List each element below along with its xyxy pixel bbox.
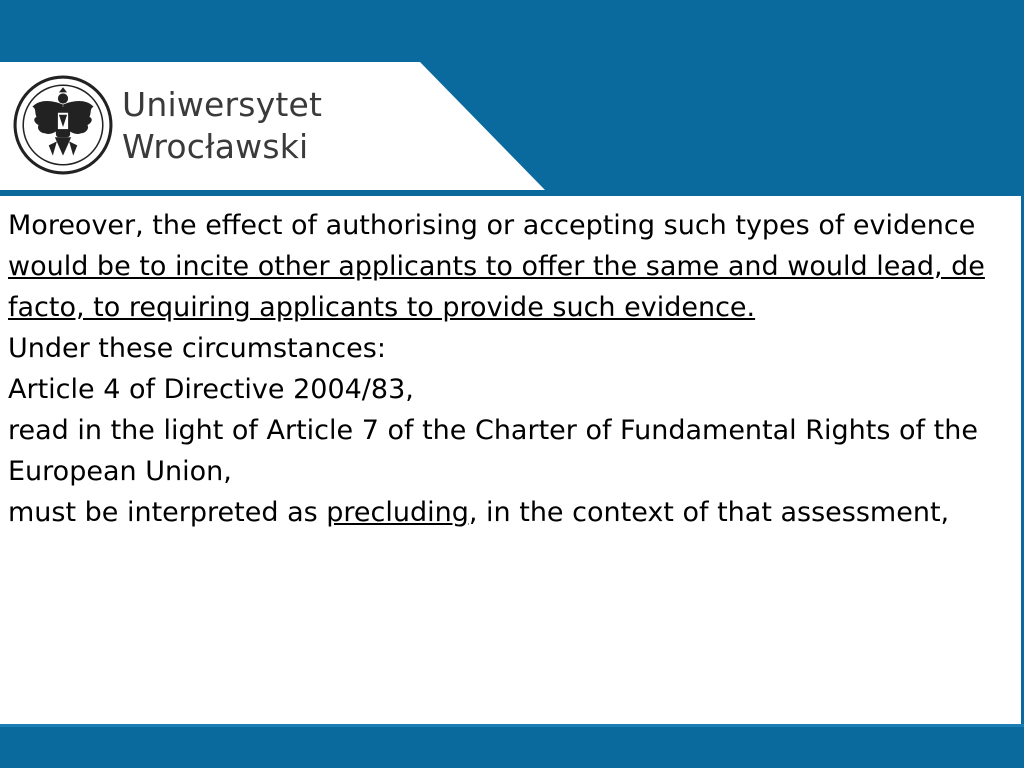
top-band (0, 0, 1024, 62)
bottom-band (0, 724, 1024, 768)
body-paragraph-2-underlined: would be to incite other applicants to offer the same and would lead, de facto, to requiring applicants to provide such evidence. (8, 251, 985, 323)
body-paragraph-5: read in the light of Article 7 of the Charter of Fundamental Rights of the European Union, (8, 415, 978, 487)
body-p6-emphasis: precluding (326, 497, 469, 528)
slide-body (8, 205, 1008, 533)
body-p6-after: , in the context of that assessment, (468, 497, 950, 528)
logo-line-2: Wrocławski (122, 127, 309, 166)
body-paragraph-6 (8, 492, 1008, 533)
body-paragraph-4: Article 4 of Directive 2004/83, (8, 374, 414, 405)
logo-line-1: Uniwersytet (122, 85, 323, 124)
header-divider (0, 190, 1024, 196)
body-p6-before: must be interpreted as (8, 497, 327, 528)
university-seal-icon (12, 74, 114, 176)
body-paragraph-1: Moreover, the effect of authorising or accepting such types of evidence (8, 210, 976, 241)
university-logo-text (122, 84, 322, 168)
body-paragraph-3: Under these circumstances: (8, 333, 386, 364)
